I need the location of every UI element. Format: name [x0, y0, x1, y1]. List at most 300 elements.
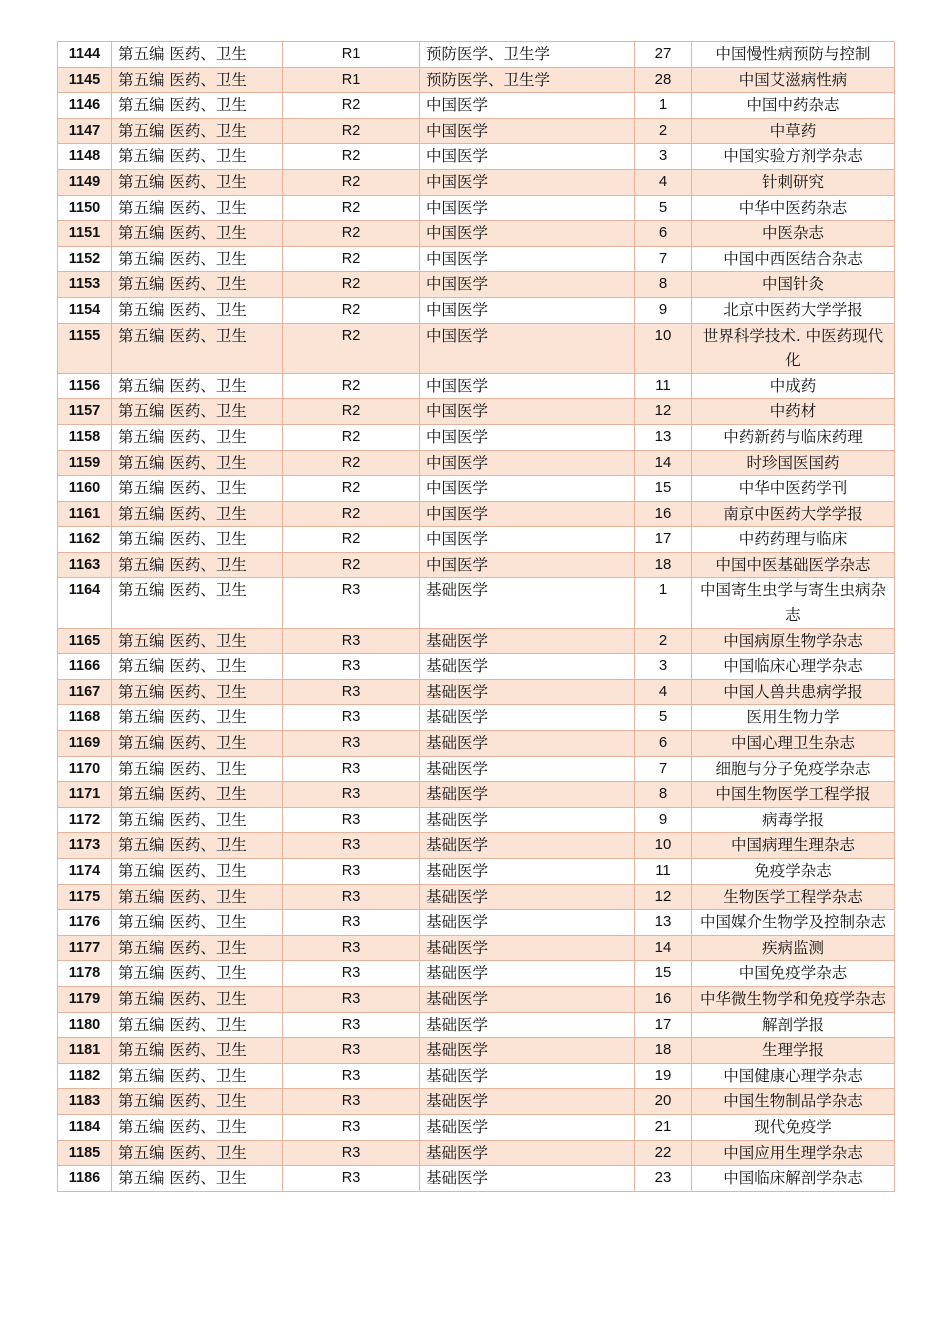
row-category: 第五编 医药、卫生: [112, 935, 283, 961]
row-id: 1146: [58, 93, 112, 119]
table-row: [58, 1012, 895, 1038]
table-row: [58, 424, 895, 450]
row-journal-title: 中国免疫学杂志: [692, 961, 895, 987]
row-journal-title: 中国中医基础医学杂志: [692, 552, 895, 578]
row-id: 1182: [58, 1063, 112, 1089]
row-id: 1165: [58, 628, 112, 654]
row-class-code: R3: [283, 807, 420, 833]
row-class-code: R2: [283, 476, 420, 502]
row-journal-title: 中国病理生理杂志: [692, 833, 895, 859]
row-subject: 基础医学: [420, 1166, 635, 1192]
row-journal-title: 中国人兽共患病学报: [692, 679, 895, 705]
row-id: 1170: [58, 756, 112, 782]
row-category: 第五编 医药、卫生: [112, 1063, 283, 1089]
row-id: 1152: [58, 246, 112, 272]
table-row: [58, 731, 895, 757]
row-subject: 中国医学: [420, 527, 635, 553]
row-journal-title: 中国中药杂志: [692, 93, 895, 119]
row-class-code: R3: [283, 1114, 420, 1140]
row-subject: 基础医学: [420, 1089, 635, 1115]
table-row: [58, 628, 895, 654]
row-category: 第五编 医药、卫生: [112, 705, 283, 731]
row-rank: 4: [635, 679, 692, 705]
row-class-code: R3: [283, 628, 420, 654]
row-journal-title: 中国针灸: [692, 272, 895, 298]
row-subject: 基础医学: [420, 628, 635, 654]
table-row: [58, 272, 895, 298]
row-category: 第五编 医药、卫生: [112, 527, 283, 553]
row-rank: 22: [635, 1140, 692, 1166]
row-journal-title: 中国心理卫生杂志: [692, 731, 895, 757]
table-row: [58, 935, 895, 961]
journal-table-body: [58, 42, 895, 1192]
row-class-code: R3: [283, 910, 420, 936]
row-subject: 预防医学、卫生学: [420, 42, 635, 68]
row-category: 第五编 医药、卫生: [112, 297, 283, 323]
row-category: 第五编 医药、卫生: [112, 833, 283, 859]
row-rank: 6: [635, 731, 692, 757]
table-row: [58, 807, 895, 833]
row-id: 1181: [58, 1038, 112, 1064]
row-subject: 中国医学: [420, 323, 635, 373]
row-class-code: R2: [283, 424, 420, 450]
row-class-code: R3: [283, 679, 420, 705]
row-subject: 中国医学: [420, 552, 635, 578]
row-subject: 基础医学: [420, 1038, 635, 1064]
row-id: 1168: [58, 705, 112, 731]
row-category: 第五编 医药、卫生: [112, 476, 283, 502]
row-journal-title: 中华中医药学刊: [692, 476, 895, 502]
row-category: 第五编 医药、卫生: [112, 450, 283, 476]
row-rank: 14: [635, 450, 692, 476]
row-journal-title: 北京中医药大学学报: [692, 297, 895, 323]
row-id: 1172: [58, 807, 112, 833]
row-category: 第五编 医药、卫生: [112, 93, 283, 119]
row-rank: 2: [635, 628, 692, 654]
row-class-code: R2: [283, 450, 420, 476]
row-journal-title: 中国媒介生物学及控制杂志: [692, 910, 895, 936]
row-class-code: R3: [283, 1140, 420, 1166]
row-subject: 基础医学: [420, 731, 635, 757]
row-class-code: R2: [283, 195, 420, 221]
row-journal-title: 中草药: [692, 118, 895, 144]
row-category: 第五编 医药、卫生: [112, 961, 283, 987]
row-class-code: R1: [283, 42, 420, 68]
row-id: 1144: [58, 42, 112, 68]
row-subject: 中国医学: [420, 144, 635, 170]
row-rank: 7: [635, 246, 692, 272]
row-category: 第五编 医药、卫生: [112, 884, 283, 910]
row-id: 1179: [58, 986, 112, 1012]
row-category: 第五编 医药、卫生: [112, 986, 283, 1012]
row-journal-title: 医用生物力学: [692, 705, 895, 731]
row-class-code: R3: [283, 1012, 420, 1038]
table-row: [58, 910, 895, 936]
row-class-code: R2: [283, 221, 420, 247]
row-subject: 中国医学: [420, 476, 635, 502]
row-subject: 基础医学: [420, 1063, 635, 1089]
row-id: 1154: [58, 297, 112, 323]
row-id: 1148: [58, 144, 112, 170]
table-row: [58, 399, 895, 425]
table-row: [58, 67, 895, 93]
row-id: 1164: [58, 578, 112, 628]
row-subject: 中国医学: [420, 450, 635, 476]
row-rank: 7: [635, 756, 692, 782]
row-class-code: R3: [283, 1166, 420, 1192]
row-journal-title: 生物医学工程学杂志: [692, 884, 895, 910]
row-journal-title: 生理学报: [692, 1038, 895, 1064]
row-category: 第五编 医药、卫生: [112, 221, 283, 247]
row-id: 1157: [58, 399, 112, 425]
row-rank: 27: [635, 42, 692, 68]
row-category: 第五编 医药、卫生: [112, 807, 283, 833]
row-rank: 13: [635, 910, 692, 936]
table-row: [58, 1140, 895, 1166]
row-rank: 11: [635, 859, 692, 885]
row-class-code: R2: [283, 373, 420, 399]
row-category: 第五编 医药、卫生: [112, 552, 283, 578]
row-id: 1163: [58, 552, 112, 578]
table-row: [58, 527, 895, 553]
row-rank: 10: [635, 323, 692, 373]
row-class-code: R3: [283, 986, 420, 1012]
row-subject: 基础医学: [420, 1012, 635, 1038]
table-row: [58, 578, 895, 628]
row-subject: 基础医学: [420, 756, 635, 782]
row-category: 第五编 医药、卫生: [112, 1114, 283, 1140]
row-journal-title: 针刺研究: [692, 169, 895, 195]
row-id: 1167: [58, 679, 112, 705]
row-id: 1177: [58, 935, 112, 961]
row-subject: 中国医学: [420, 297, 635, 323]
row-id: 1159: [58, 450, 112, 476]
row-subject: 基础医学: [420, 782, 635, 808]
row-class-code: R2: [283, 501, 420, 527]
row-subject: 基础医学: [420, 859, 635, 885]
table-row: [58, 118, 895, 144]
row-id: 1156: [58, 373, 112, 399]
row-journal-title: 中国临床解剖学杂志: [692, 1166, 895, 1192]
row-journal-title: 中华微生物学和免疫学杂志: [692, 986, 895, 1012]
row-rank: 3: [635, 144, 692, 170]
row-class-code: R3: [283, 884, 420, 910]
row-id: 1174: [58, 859, 112, 885]
row-subject: 中国医学: [420, 246, 635, 272]
row-subject: 基础医学: [420, 833, 635, 859]
row-subject: 中国医学: [420, 221, 635, 247]
row-rank: 3: [635, 654, 692, 680]
row-category: 第五编 医药、卫生: [112, 578, 283, 628]
table-row: [58, 1166, 895, 1192]
row-id: 1173: [58, 833, 112, 859]
row-rank: 10: [635, 833, 692, 859]
row-rank: 15: [635, 961, 692, 987]
row-rank: 14: [635, 935, 692, 961]
row-subject: 基础医学: [420, 986, 635, 1012]
table-row: [58, 221, 895, 247]
row-rank: 21: [635, 1114, 692, 1140]
row-journal-title: 中国生物医学工程学报: [692, 782, 895, 808]
row-rank: 2: [635, 118, 692, 144]
row-subject: 基础医学: [420, 705, 635, 731]
row-id: 1185: [58, 1140, 112, 1166]
table-row: [58, 884, 895, 910]
row-rank: 28: [635, 67, 692, 93]
table-row: [58, 195, 895, 221]
table-row: [58, 679, 895, 705]
row-category: 第五编 医药、卫生: [112, 910, 283, 936]
row-category: 第五编 医药、卫生: [112, 501, 283, 527]
row-class-code: R2: [283, 93, 420, 119]
row-subject: 基础医学: [420, 884, 635, 910]
row-journal-title: 疾病监测: [692, 935, 895, 961]
row-id: 1166: [58, 654, 112, 680]
row-category: 第五编 医药、卫生: [112, 859, 283, 885]
row-journal-title: 中国中西医结合杂志: [692, 246, 895, 272]
row-journal-title: 中国病原生物学杂志: [692, 628, 895, 654]
row-id: 1169: [58, 731, 112, 757]
row-class-code: R2: [283, 297, 420, 323]
row-rank: 18: [635, 1038, 692, 1064]
row-journal-title: 中医杂志: [692, 221, 895, 247]
row-journal-title: 中国寄生虫学与寄生虫病杂志: [692, 578, 895, 628]
row-category: 第五编 医药、卫生: [112, 1012, 283, 1038]
row-class-code: R3: [283, 731, 420, 757]
row-journal-title: 时珍国医国药: [692, 450, 895, 476]
row-category: 第五编 医药、卫生: [112, 782, 283, 808]
table-row: [58, 1089, 895, 1115]
row-id: 1145: [58, 67, 112, 93]
table-row: [58, 961, 895, 987]
row-class-code: R2: [283, 399, 420, 425]
row-class-code: R2: [283, 527, 420, 553]
row-id: 1186: [58, 1166, 112, 1192]
row-class-code: R2: [283, 272, 420, 298]
row-category: 第五编 医药、卫生: [112, 654, 283, 680]
row-id: 1180: [58, 1012, 112, 1038]
row-rank: 23: [635, 1166, 692, 1192]
row-subject: 基础医学: [420, 807, 635, 833]
row-subject: 中国医学: [420, 272, 635, 298]
row-category: 第五编 医药、卫生: [112, 272, 283, 298]
row-category: 第五编 医药、卫生: [112, 67, 283, 93]
row-journal-title: 中国临床心理学杂志: [692, 654, 895, 680]
row-class-code: R3: [283, 578, 420, 628]
row-id: 1162: [58, 527, 112, 553]
row-journal-title: 中国生物制品学杂志: [692, 1089, 895, 1115]
row-rank: 4: [635, 169, 692, 195]
row-class-code: R3: [283, 859, 420, 885]
row-category: 第五编 医药、卫生: [112, 628, 283, 654]
table-row: [58, 705, 895, 731]
table-row: [58, 782, 895, 808]
row-class-code: R2: [283, 552, 420, 578]
row-class-code: R2: [283, 118, 420, 144]
row-journal-title: 中华中医药杂志: [692, 195, 895, 221]
row-rank: 12: [635, 884, 692, 910]
row-rank: 5: [635, 705, 692, 731]
row-rank: 20: [635, 1089, 692, 1115]
row-subject: 中国医学: [420, 118, 635, 144]
row-id: 1151: [58, 221, 112, 247]
table-row: [58, 246, 895, 272]
row-category: 第五编 医药、卫生: [112, 169, 283, 195]
row-rank: 8: [635, 782, 692, 808]
row-category: 第五编 医药、卫生: [112, 118, 283, 144]
row-id: 1150: [58, 195, 112, 221]
table-row: [58, 450, 895, 476]
row-subject: 基础医学: [420, 961, 635, 987]
row-class-code: R2: [283, 246, 420, 272]
row-class-code: R3: [283, 935, 420, 961]
row-subject: 预防医学、卫生学: [420, 67, 635, 93]
table-row: [58, 323, 895, 373]
row-rank: 15: [635, 476, 692, 502]
row-class-code: R1: [283, 67, 420, 93]
table-row: [58, 297, 895, 323]
row-id: 1171: [58, 782, 112, 808]
table-row: [58, 833, 895, 859]
row-category: 第五编 医药、卫生: [112, 1166, 283, 1192]
row-id: 1161: [58, 501, 112, 527]
table-row: [58, 1114, 895, 1140]
table-row: [58, 654, 895, 680]
row-id: 1175: [58, 884, 112, 910]
row-category: 第五编 医药、卫生: [112, 1038, 283, 1064]
row-subject: 中国医学: [420, 373, 635, 399]
row-id: 1183: [58, 1089, 112, 1115]
row-subject: 中国医学: [420, 501, 635, 527]
row-class-code: R2: [283, 144, 420, 170]
row-subject: 基础医学: [420, 679, 635, 705]
row-class-code: R3: [283, 1089, 420, 1115]
row-rank: 1: [635, 93, 692, 119]
row-category: 第五编 医药、卫生: [112, 246, 283, 272]
row-journal-title: 南京中医药大学学报: [692, 501, 895, 527]
row-subject: 中国医学: [420, 424, 635, 450]
row-subject: 中国医学: [420, 399, 635, 425]
row-subject: 基础医学: [420, 1140, 635, 1166]
row-rank: 8: [635, 272, 692, 298]
row-class-code: R3: [283, 705, 420, 731]
journal-table: [57, 41, 895, 1192]
row-rank: 19: [635, 1063, 692, 1089]
table-row: [58, 552, 895, 578]
row-category: 第五编 医药、卫生: [112, 1140, 283, 1166]
row-id: 1149: [58, 169, 112, 195]
row-category: 第五编 医药、卫生: [112, 1089, 283, 1115]
table-row: [58, 986, 895, 1012]
row-category: 第五编 医药、卫生: [112, 424, 283, 450]
row-journal-title: 解剖学报: [692, 1012, 895, 1038]
row-category: 第五编 医药、卫生: [112, 323, 283, 373]
row-journal-title: 中药药理与临床: [692, 527, 895, 553]
row-subject: 中国医学: [420, 195, 635, 221]
row-rank: 5: [635, 195, 692, 221]
row-rank: 12: [635, 399, 692, 425]
row-rank: 17: [635, 1012, 692, 1038]
row-id: 1178: [58, 961, 112, 987]
row-id: 1184: [58, 1114, 112, 1140]
table-row: [58, 1063, 895, 1089]
row-id: 1158: [58, 424, 112, 450]
row-class-code: R2: [283, 323, 420, 373]
row-journal-title: 世界科学技术. 中医药现代化: [692, 323, 895, 373]
table-row: [58, 501, 895, 527]
row-rank: 13: [635, 424, 692, 450]
table-row: [58, 859, 895, 885]
table-row: [58, 169, 895, 195]
row-rank: 18: [635, 552, 692, 578]
row-category: 第五编 医药、卫生: [112, 731, 283, 757]
row-rank: 17: [635, 527, 692, 553]
row-subject: 中国医学: [420, 169, 635, 195]
row-id: 1147: [58, 118, 112, 144]
row-rank: 11: [635, 373, 692, 399]
row-rank: 16: [635, 986, 692, 1012]
row-class-code: R3: [283, 654, 420, 680]
table-row: [58, 144, 895, 170]
row-class-code: R3: [283, 1038, 420, 1064]
row-journal-title: 病毒学报: [692, 807, 895, 833]
row-journal-title: 中药新药与临床药理: [692, 424, 895, 450]
row-journal-title: 细胞与分子免疫学杂志: [692, 756, 895, 782]
row-subject: 基础医学: [420, 935, 635, 961]
row-category: 第五编 医药、卫生: [112, 756, 283, 782]
row-rank: 9: [635, 807, 692, 833]
row-subject: 基础医学: [420, 654, 635, 680]
row-journal-title: 免疫学杂志: [692, 859, 895, 885]
table-row: [58, 1038, 895, 1064]
row-subject: 中国医学: [420, 93, 635, 119]
row-category: 第五编 医药、卫生: [112, 373, 283, 399]
table-row: [58, 42, 895, 68]
row-journal-title: 中国实验方剂学杂志: [692, 144, 895, 170]
row-subject: 基础医学: [420, 578, 635, 628]
row-journal-title: 中国应用生理学杂志: [692, 1140, 895, 1166]
row-category: 第五编 医药、卫生: [112, 144, 283, 170]
row-rank: 16: [635, 501, 692, 527]
row-journal-title: 中国艾滋病性病: [692, 67, 895, 93]
row-class-code: R3: [283, 833, 420, 859]
row-id: 1160: [58, 476, 112, 502]
row-journal-title: 中药材: [692, 399, 895, 425]
row-class-code: R3: [283, 1063, 420, 1089]
row-rank: 9: [635, 297, 692, 323]
row-journal-title: 中成药: [692, 373, 895, 399]
row-rank: 6: [635, 221, 692, 247]
row-class-code: R3: [283, 756, 420, 782]
row-id: 1176: [58, 910, 112, 936]
row-class-code: R3: [283, 782, 420, 808]
row-class-code: R3: [283, 961, 420, 987]
row-journal-title: 中国慢性病预防与控制: [692, 42, 895, 68]
row-class-code: R2: [283, 169, 420, 195]
row-category: 第五编 医药、卫生: [112, 399, 283, 425]
row-rank: 1: [635, 578, 692, 628]
row-category: 第五编 医药、卫生: [112, 42, 283, 68]
row-id: 1155: [58, 323, 112, 373]
row-subject: 基础医学: [420, 910, 635, 936]
row-journal-title: 现代免疫学: [692, 1114, 895, 1140]
row-journal-title: 中国健康心理学杂志: [692, 1063, 895, 1089]
table-row: [58, 93, 895, 119]
table-row: [58, 373, 895, 399]
row-category: 第五编 医药、卫生: [112, 195, 283, 221]
row-id: 1153: [58, 272, 112, 298]
table-row: [58, 476, 895, 502]
